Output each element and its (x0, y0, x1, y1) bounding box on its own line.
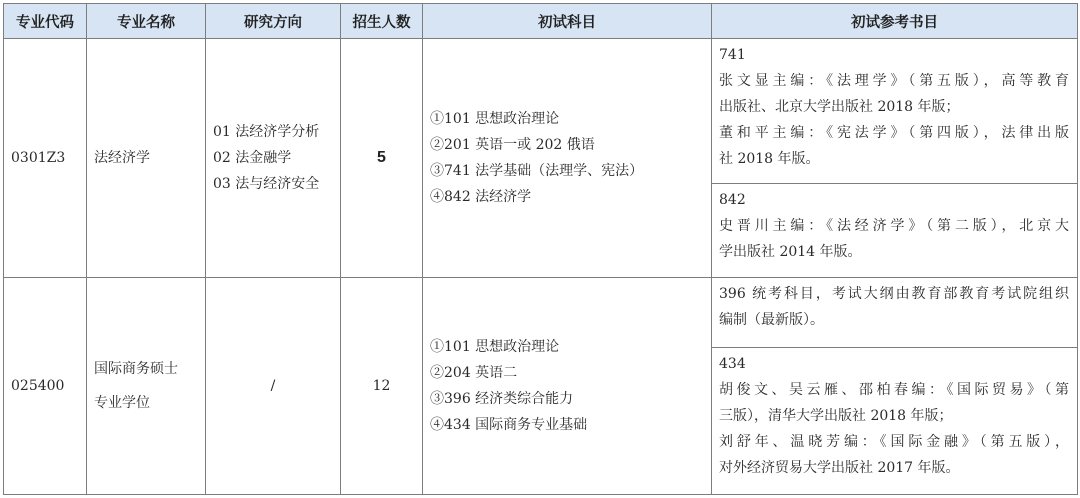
major-code: 025400 (11, 378, 65, 395)
exam-subjects-cell (423, 278, 712, 495)
enrollment-cell (341, 39, 423, 278)
major-code-cell (4, 278, 87, 495)
header-row (4, 4, 1078, 39)
reference-cell (712, 278, 1078, 348)
direction-item: 01 法经济学分析 (213, 124, 320, 141)
admissions-table (3, 3, 1078, 495)
enrollment-count: 12 (372, 378, 391, 395)
reference-cell (712, 348, 1078, 495)
exam-subjects-cell (423, 39, 712, 278)
reference-cell (712, 39, 1078, 184)
reference-line: 741 (719, 47, 746, 64)
subject-item: ①101 思想政治理论 (430, 111, 560, 128)
reference-line: 396 统考科目，考试大纲由教育部教育考试院组织 (719, 286, 1069, 303)
reference-line: 三版），清华大学出版社 2018 年版； (719, 408, 953, 425)
subject-item: ③741 法学基础（法理学、宪法） (430, 163, 644, 180)
subject-item: ④842 法经济学 (430, 189, 532, 206)
major-name-cell (87, 278, 206, 495)
header-enrollment: 招生人数 (341, 4, 423, 39)
enrollment-count: 5 (377, 149, 386, 167)
reference-line: 张文显主编：《法理学》（第五版），高等教育 (719, 73, 1069, 90)
direction-item: 03 法与经济安全 (213, 176, 320, 193)
reference-line: 史晋川主编：《法经济学》（第二版），北京大 (719, 217, 1069, 234)
header-major-code: 专业代码 (4, 4, 87, 39)
header-major-name: 专业名称 (87, 4, 206, 39)
reference-line: 编制（最新版）。 (719, 312, 824, 329)
reference-line: 胡俊文、吴云雁、邵柏春编：《国际贸易》（第 (719, 382, 1069, 399)
subject-item: ②201 英语一或 202 俄语 (430, 137, 595, 154)
subject-item: ③396 经济类综合能力 (430, 391, 574, 408)
subject-item: ②204 英语二 (430, 365, 518, 382)
enrollment-cell (341, 278, 423, 495)
subject-item: ④434 国际商务专业基础 (430, 417, 588, 434)
reference-line: 学出版社 2014 年版。 (719, 243, 862, 260)
major-name: 专业学位 (94, 395, 150, 412)
table-row (4, 39, 1078, 184)
reference-line: 842 (719, 191, 746, 208)
table-row (4, 278, 1078, 348)
header-research-direction: 研究方向 (206, 4, 341, 39)
reference-line: 出版社、北京大学出版社 2018 年版； (719, 99, 960, 116)
research-direction-cell (206, 39, 341, 278)
reference-line: 社 2018 年版。 (719, 151, 820, 168)
major-code-cell (4, 39, 87, 278)
reference-line: 刘舒年、温晓芳编：《国际金融》（第五版）， (719, 434, 1069, 451)
direction-item: 02 法金融学 (213, 150, 292, 167)
major-name: 法经济学 (94, 150, 150, 167)
reference-line: 董和平主编：《宪法学》（第四版），法律出版 (719, 125, 1069, 142)
reference-line: 434 (719, 356, 746, 373)
major-name: 国际商务硕士 (94, 361, 178, 378)
direction-item: / (270, 378, 276, 395)
reference-cell (712, 183, 1078, 277)
major-code: 0301Z3 (11, 150, 66, 167)
research-direction-cell (206, 278, 341, 495)
major-name-cell (87, 39, 206, 278)
header-exam-subjects: 初试科目 (423, 4, 712, 39)
header-reference-books: 初试参考书目 (712, 4, 1078, 39)
subject-item: ①101 思想政治理论 (430, 339, 560, 356)
reference-line: 对外经济贸易大学出版社 2017 年版。 (719, 460, 960, 477)
